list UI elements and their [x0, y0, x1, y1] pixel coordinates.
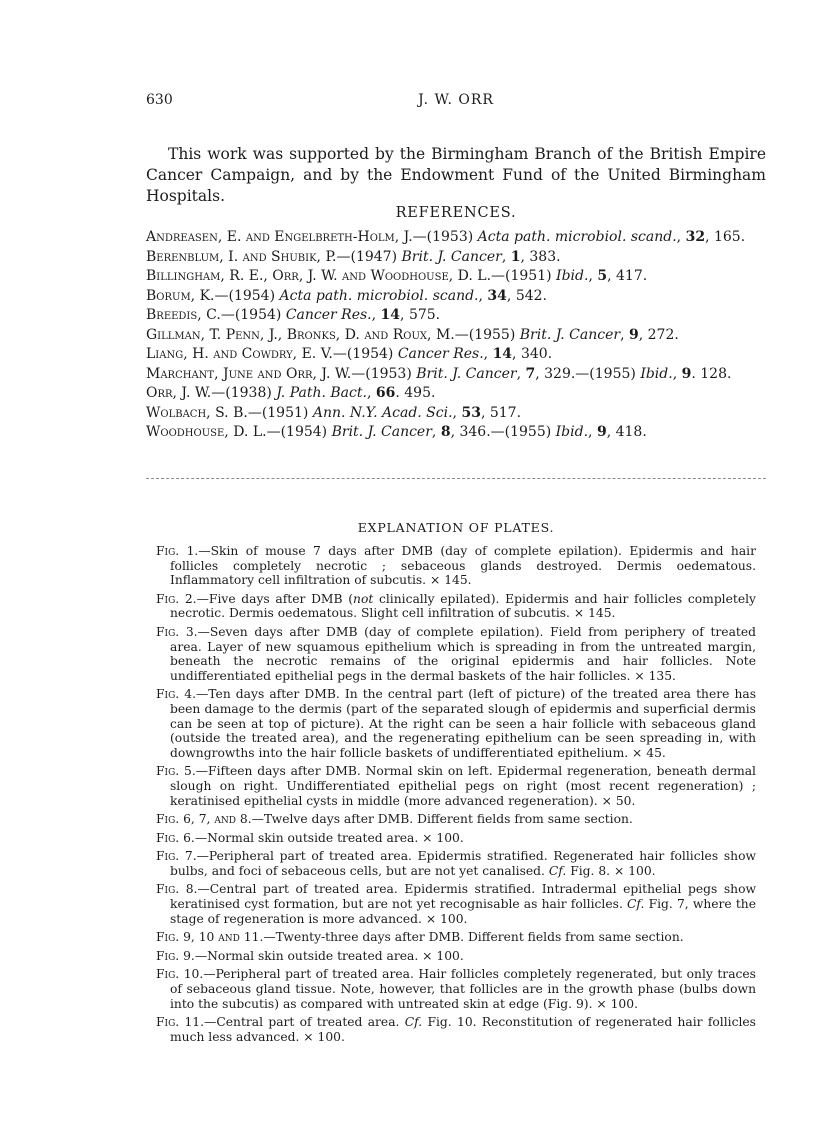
figure-legend: Fig. 1.—Skin of mouse 7 days after DMB (day of complete epilation). Epidermis and hair follicles completely necrotic ; sebaceous glands destroyed. Dermis oedematous. Inflammatory cell infiltration of subcutis. × 145. — [156, 544, 756, 588]
section-divider — [146, 478, 766, 479]
reference-entry: Andreasen, E. and Engelbreth-Holm, J.—(1953) Acta path. microbiol. scand., 32, 165. — [146, 229, 746, 245]
reference-entry: Breedis, C.—(1954) Cancer Res., 14, 575. — [146, 307, 441, 323]
figure-legend: Fig. 6, 7, and 8.—Twelve days after DMB. Different fields from same section. — [156, 812, 633, 827]
reference-entry: Billingham, R. E., Orr, J. W. and Woodhouse, D. L.—(1951) Ibid., 5, 417. — [146, 268, 648, 284]
figure-legend: Fig. 8.—Central part of treated area. Epidermis stratified. Intradermal epithelial pegs show keratinised cyst formation, but are not yet recognisable as hair follicles. Cf. Fig. 7, where the stage of regeneration is more advanced. × 100. — [156, 882, 757, 926]
reference-entry: Orr, J. W.—(1938) J. Path. Bact., 66. 495. — [146, 385, 436, 401]
reference-entry: Borum, K.—(1954) Acta path. microbiol. scand., 34, 542. — [146, 287, 547, 304]
page-number: 630 — [146, 92, 173, 108]
running-head — [146, 92, 766, 112]
figure-legend: Fig. 4.—Ten days after DMB. In the central part (left of picture) of the treated area there has been damage to the dermis (part of the separated slough of epidermis and superficial dermis can be seen at top of picture). At the right can be seen a hair follicle with sebaceous gland (outside the treated area), and the regenerating epithelium can be seen spreading in, with downgrowths into the hair follicle baskets of undifferentiated epithelium. × 45. — [156, 687, 757, 760]
figure-legend: Fig. 5.—Fifteen days after DMB. Normal skin on left. Epidermal regeneration, beneath dermal slough on right. Undifferentiated epithelial pegs on right (most recent regeneration) ; keratinised epithelial cysts in middle (more advanced regeneration). × 50. — [156, 764, 756, 808]
explanation-heading: EXPLANATION OF PLATES. — [357, 520, 555, 535]
acknowledgement-paragraph: This work was supported by the Birmingham Branch of the British Empire Cancer Campaign, and by the Endowment Fund of the United Birmingham Hospitals. — [146, 144, 766, 205]
figure-legend: Fig. 11.—Central part of treated area. Cf. Fig. 10. Reconstitution of regenerated hair follicles much less advanced. × 100. — [156, 1015, 756, 1044]
running-author: J. W. ORR — [418, 92, 494, 108]
reference-entry: Gillman, T. Penn, J., Bronks, D. and Roux, M.—(1955) Brit. J. Cancer, 9, 272. — [146, 326, 679, 343]
reference-entry: Wolbach, S. B.—(1951) Ann. N.Y. Acad. Sci., 53, 517. — [146, 404, 522, 421]
figure-legend: Fig. 2.—Five days after DMB (not clinically epilated). Epidermis and hair follicles completely necrotic. Dermis oedematous. Slight cell infiltration of subcutis. × 145. — [156, 591, 756, 621]
figure-legend: Fig. 3.—Seven days after DMB (day of complete epilation). Field from periphery of treated area. Layer of new squamous epithelium which is spreading in from the untreated margin, beneath the necrotic remains of the original epidermis and hair follicles. Note undifferentiated epithelial pegs in the dermal baskets of the hair follicles. × 135. — [156, 624, 757, 683]
figure-legend: Fig. 6.—Normal skin outside treated area. × 100. — [156, 830, 464, 845]
figure-legend: Fig. 9, 10 and 11.—Twenty-three days after DMB. Different fields from same section. — [156, 930, 684, 945]
reference-entry: Woodhouse, D. L.—(1954) Brit. J. Cancer, 8, 346.—(1955) Ibid., 9, 418. — [146, 424, 647, 440]
references-heading: REFERENCES. — [395, 205, 517, 221]
reference-entry: Liang, H. and Cowdry, E. V.—(1954) Cancer Res., 14, 340. — [146, 346, 553, 362]
reference-list — [146, 229, 766, 444]
reference-entry: Berenblum, I. and Shubik, P.—(1947) Brit. J. Cancer, 1, 383. — [146, 248, 561, 265]
figure-legend: Fig. 10.—Peripheral part of treated area. Hair follicles completely regenerated, but only traces of sebaceous gland tissue. Note, however, that follicles are in the growth phase (bulbs down into the subcutis) as compared with untreated skin at edge (Fig. 9). × 100. — [156, 967, 756, 1011]
figure-legend: Fig. 9.—Normal skin outside treated area. × 100. — [156, 948, 464, 963]
figure-legend: Fig. 7.—Peripheral part of treated area. Epidermis stratified. Regenerated hair follicles show bulbs, and foci of sebaceous cells, but are not yet canalised. Cf. Fig. 8. × 100. — [156, 849, 756, 878]
reference-entry: Marchant, June and Orr, J. W.—(1953) Brit. J. Cancer, 7, 329.—(1955) Ibid., 9. 128. — [146, 365, 732, 382]
plate-legends — [156, 544, 756, 1048]
